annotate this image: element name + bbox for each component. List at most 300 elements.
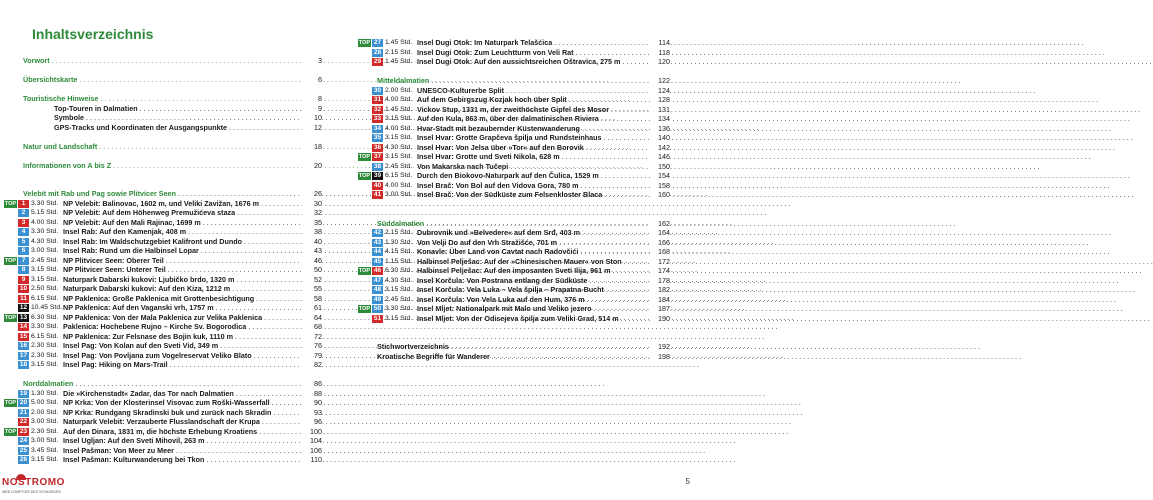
entry-page-number: 93 <box>302 408 322 418</box>
entry-title: Insel Hvar: Von Jelsa über »Tor« auf den Borovik . . . <box>417 143 648 153</box>
entry-title: Stichwortverzeichnis . . . <box>377 342 648 352</box>
toc-entry[interactable] <box>10 75 322 85</box>
entry-page-number: 184 <box>650 295 670 305</box>
tour-number-badge: 36 <box>373 143 382 151</box>
toc-entry-tour-2[interactable] <box>10 208 322 218</box>
toc-entry-tour-37[interactable] <box>358 152 670 162</box>
tour-duration: 6.15 Std. <box>31 332 59 340</box>
tour-duration: 3.30 Std. <box>31 199 59 207</box>
tour-number-badge: 45 <box>373 257 382 265</box>
toc-entry-tour-1[interactable] <box>4 198 322 209</box>
tour-duration: 3.30 Std. <box>31 228 59 235</box>
tour-number-badge: 8 <box>18 266 29 274</box>
tour-number-badge: 33 <box>373 115 382 122</box>
entry-page-number: 168 <box>650 247 670 257</box>
entry-title: Von Velji Do auf den Vrh Stražišće, 701 m . . . <box>417 238 648 248</box>
toc-entry-tour-12[interactable] <box>10 303 322 313</box>
entry-page-number: 192 <box>650 342 670 352</box>
entry-page-number: 164 <box>650 228 670 238</box>
entry-page-number: 134 <box>650 114 670 124</box>
toc-entry[interactable] <box>10 94 322 104</box>
tour-duration: 1.45 Std. <box>385 58 413 65</box>
entry-page-number: 9 <box>302 104 322 114</box>
toc-entry-tour-31[interactable] <box>364 95 670 105</box>
tour-duration: 3.15 Std. <box>31 275 59 283</box>
tour-duration: 2.00 Std. <box>385 86 413 94</box>
toc-entry-tour-41[interactable] <box>364 190 670 200</box>
tour-duration: 3.15 Std. <box>385 134 413 141</box>
entry-page-number: 198 <box>650 352 670 362</box>
entry-title: Halbinsel Pelješac: Auf den imposanten Sveti Ilija, 961 m . . . <box>417 266 648 276</box>
toc-entry-tour-26[interactable] <box>10 455 322 465</box>
entry-title: Durch den Biokovo-Naturpark auf den Čulica, 1529 m . . . <box>417 171 648 181</box>
entry-page-number: 55 <box>302 284 322 294</box>
entry-title: Insel Brač: Von Bol auf den Vidova Gora, 780 m . . . <box>417 181 648 191</box>
entry-page-number: 182 <box>650 285 670 295</box>
tour-number-badge: 22 <box>19 418 28 425</box>
tour-number-badge: 48 <box>373 286 382 293</box>
tour-number-badge: 15 <box>19 332 28 340</box>
tour-number-badge: 31 <box>373 96 382 103</box>
tour-duration: 6.15 Std. <box>385 172 413 179</box>
top-tour-badge: TOP <box>4 428 17 435</box>
entry-page-number: 3 <box>302 56 322 66</box>
entry-page-number: 128 <box>650 95 670 105</box>
entry-title: NP Velebit: Auf dem Höhenweg Premužićeva staza . . . <box>63 208 300 218</box>
entry-title: Symbole . . . <box>54 113 300 123</box>
tour-duration: 4.00 Std. <box>385 96 413 103</box>
tour-duration: 2.00 Std. <box>31 408 59 416</box>
tour-duration: 2.50 Std. <box>31 285 59 292</box>
tour-duration: 3.15 Std. <box>385 314 413 322</box>
tour-number-badge: 19 <box>19 389 28 397</box>
tour-duration: 6.15 Std. <box>31 294 59 302</box>
entry-title: Norddalmatien . . . <box>23 379 300 389</box>
top-tour-badge: TOP <box>358 173 371 179</box>
toc-entry-tour-50[interactable] <box>358 304 670 314</box>
tour-duration: 4.00 Std. <box>31 218 59 226</box>
toc-entry-tour-40[interactable] <box>364 181 670 191</box>
toc-entry[interactable] <box>10 56 322 66</box>
toc-entry-tour-20[interactable] <box>4 398 322 408</box>
tour-duration: 2.15 Std. <box>385 48 413 56</box>
top-tour-badge: TOP <box>4 314 17 321</box>
tour-number-badge: 25 <box>19 446 28 454</box>
toc-entry-tour-18[interactable] <box>10 360 322 370</box>
entry-title: Insel Pašman: Kulturwanderung bei Tkon . . . <box>63 455 300 465</box>
toc-entry-tour-24[interactable] <box>10 436 322 446</box>
toc-entry[interactable] <box>364 352 670 362</box>
entry-title: NP Plitvicer Seen: Oberer Teil . . . <box>63 256 300 266</box>
entry-title: GPS-Tracks und Koordinaten der Ausgangspunkte . . . <box>54 123 300 133</box>
entry-page-number: 154 <box>650 171 670 181</box>
entry-title: Natur und Landschaft . . . <box>23 142 300 152</box>
entry-page-number: 114 <box>650 38 670 48</box>
toc-entry[interactable] <box>10 142 322 152</box>
tour-number-badge: 37 <box>373 153 382 160</box>
toc-entry-tour-35[interactable] <box>364 133 670 143</box>
entry-page-number: 131 <box>650 105 670 115</box>
tour-number-badge: 29 <box>373 58 382 65</box>
entry-title: Dubrovnik und »Belvedere« auf dem Srđ, 403 m . . . <box>417 228 648 238</box>
tour-number-badge: 43 <box>373 238 382 246</box>
toc-entry-tour-34[interactable] <box>364 124 670 134</box>
toc-entry-tour-3[interactable] <box>10 218 322 228</box>
publisher-logo <box>2 472 65 494</box>
toc-entry-tour-11[interactable] <box>10 294 322 304</box>
tour-duration: 3.00 Std. <box>31 247 59 254</box>
toc-entry-tour-29[interactable] <box>364 57 670 67</box>
entry-title: NP Velebit: Auf den Mali Rajinac, 1699 m . . . <box>63 218 300 228</box>
entry-title: Vorwort . . . <box>23 56 300 66</box>
tour-number-badge: 51 <box>373 314 382 322</box>
entry-page-number: 68 <box>302 322 322 332</box>
toc-entry-tour-32[interactable] <box>364 105 670 115</box>
toc-entry-tour-15[interactable] <box>10 332 322 342</box>
entry-page-number: 178 <box>650 276 670 286</box>
toc-entry-tour-14[interactable] <box>10 322 322 332</box>
entry-title: Insel Mljet: Von der Odisejeva špilja zum Veliki Grad, 514 m . . . <box>417 314 648 324</box>
entry-title: NP Krka: Rundgang Skradinski buk und zurück nach Skradin . . . <box>63 408 300 418</box>
toc-entry[interactable] <box>364 342 670 352</box>
tour-duration: 4.30 Std. <box>31 237 59 245</box>
entry-page-number: 61 <box>302 303 322 313</box>
entry-title: Naturpark Velebit: Verzauberte Flusslandschaft der Krupa . . . <box>63 417 300 427</box>
tour-duration: 3.00 Std. <box>31 437 59 444</box>
tour-duration: 10.45 Std. <box>31 304 62 311</box>
toc-entry-tour-44[interactable] <box>364 247 670 257</box>
toc-entry-tour-10[interactable] <box>10 284 322 294</box>
entry-title: Insel Brač: Von der Südküste zum Felsenkloster Blaca . . . <box>417 190 648 200</box>
toc-entry-tour-5[interactable] <box>10 237 322 247</box>
toc-entry-tour-36[interactable] <box>364 143 670 153</box>
entry-page-number: 18 <box>302 142 322 152</box>
entry-title: Von Makarska nach Tučepi . . . <box>417 162 648 172</box>
entry-page-number: 124 <box>650 86 670 96</box>
entry-page-number: 162 <box>650 219 670 229</box>
toc-entry-tour-6[interactable] <box>10 246 322 256</box>
tour-number-badge: 46 <box>373 267 382 274</box>
toc-entry-tour-13[interactable] <box>4 312 322 323</box>
tour-number-badge: 27 <box>373 39 382 46</box>
entry-page-number: 32 <box>302 208 322 218</box>
entry-page-number: 90 <box>302 398 322 408</box>
tour-duration: 4.00 Std. <box>385 181 413 189</box>
toc-entry-tour-42[interactable] <box>364 228 670 238</box>
tour-duration: 3.00 Std. <box>31 418 59 425</box>
tour-duration: 3.15 Std. <box>31 266 59 273</box>
entry-page-number: 38 <box>302 227 322 237</box>
tour-number-badge: 10 <box>19 285 28 292</box>
entry-page-number: 10 <box>302 113 322 123</box>
entry-page-number: 96 <box>302 417 322 427</box>
tour-number-badge: 1 <box>18 200 29 208</box>
toc-entry-tour-47[interactable] <box>364 276 670 286</box>
toc-entry-tour-8[interactable] <box>10 265 322 275</box>
toc-entry-tour-19[interactable] <box>10 389 322 399</box>
toc-entry-tour-16[interactable] <box>10 341 322 351</box>
toc-entry-tour-21[interactable] <box>10 408 322 418</box>
toc-entry-tour-43[interactable] <box>364 238 670 248</box>
entry-title: Halbinsel Pelješac: Auf der »Chinesischen Mauer« von Ston . . . <box>417 257 648 267</box>
entry-page-number: 86 <box>302 379 322 389</box>
entry-title: NP Plitvicer Seen: Unterer Teil . . . <box>63 265 300 275</box>
tour-number-badge: 26 <box>19 456 28 463</box>
tour-number-badge: 18 <box>19 361 28 368</box>
tour-duration: 3.15 Std. <box>385 286 413 293</box>
logo-name: NOSTROMO <box>2 477 65 488</box>
toc-entry[interactable] <box>10 104 322 114</box>
entry-title: Vickov Stup, 1331 m, der zweithöchste Gipfel des Mosor . . . <box>417 105 648 115</box>
toc-entry[interactable] <box>10 189 322 199</box>
toc-entry-tour-30[interactable] <box>364 86 670 96</box>
tour-number-badge: 49 <box>373 295 382 303</box>
tour-duration: 3.15 Std. <box>385 153 413 160</box>
tour-duration: 3.00 Std. <box>385 191 413 198</box>
toc-entry[interactable] <box>364 76 670 86</box>
tour-duration: 6.30 Std. <box>385 267 413 274</box>
entry-title: Informationen von A bis Z . . . <box>23 161 300 171</box>
tour-duration: 3.15 Std. <box>31 456 59 463</box>
entry-title: Insel Ugljan: Auf den Sveti Mihovil, 263 m . . . <box>63 436 300 446</box>
toc-entry[interactable] <box>10 379 322 389</box>
tour-duration: 3.15 Std. <box>385 115 413 122</box>
tour-number-badge: 9 <box>18 276 29 284</box>
logo-subtitle: WEB COMPTOIR DES VOYAGEURS <box>2 490 61 494</box>
page-title: Inhaltsverzeichnis <box>32 26 154 42</box>
toc-entry-tour-33[interactable] <box>364 114 670 124</box>
entry-title: Naturpark Dabarski kukovi: Ljubičko brdo, 1320 m . . . <box>63 275 300 285</box>
tour-number-badge: 47 <box>373 276 382 284</box>
entry-title: Konavle: Über Land von Cavtat nach Radovčići . . . <box>417 247 648 257</box>
tour-duration: 1.45 Std. <box>385 105 413 113</box>
tour-duration: 4.30 Std. <box>385 143 413 151</box>
entry-title: NP Velebit: Balinovac, 1602 m, und Veliki Zavižan, 1676 m . . . <box>63 199 300 209</box>
toc-entry[interactable] <box>364 219 670 229</box>
tour-duration: 1.30 Std. <box>385 238 413 246</box>
tour-number-badge: 3 <box>18 219 29 227</box>
tour-duration: 5.15 Std. <box>31 209 59 216</box>
tour-number-badge: 35 <box>373 134 382 141</box>
entry-title: Insel Rab: Rund um die Halbinsel Lopar . . . <box>63 246 300 256</box>
entry-page-number: 40 <box>302 237 322 247</box>
tour-number-badge: 41 <box>373 191 382 198</box>
tour-duration: 2.45 Std. <box>31 256 59 264</box>
entry-title: Hvar-Stadt mit bezaubernder Küstenwanderung . . . <box>417 124 648 134</box>
toc-entry-tour-46[interactable] <box>358 266 670 276</box>
entry-title: Die »Kirchenstadt« Zadar, das Tor nach Dalmatien . . . <box>63 389 300 399</box>
tour-duration: 2.30 Std. <box>31 427 59 435</box>
tour-number-badge: 21 <box>19 408 28 416</box>
entry-page-number: 104 <box>302 436 322 446</box>
entry-title: Touristische Hinweise . . . <box>23 94 300 104</box>
tour-number-badge: 32 <box>373 105 382 113</box>
entry-title: Insel Pag: Hiking on Mars-Trail . . . <box>63 360 300 370</box>
tour-duration: 2.30 Std. <box>31 342 59 349</box>
toc-entry-tour-51[interactable] <box>364 314 670 324</box>
toc-entry-tour-48[interactable] <box>364 285 670 295</box>
entry-page-number: 122 <box>650 76 670 86</box>
tour-duration: 2.30 Std. <box>31 351 59 359</box>
entry-page-number: 12 <box>302 123 322 133</box>
entry-title: NP Paklenica: Große Paklenica mit Grottenbesichtigung . . . <box>63 294 300 304</box>
entry-title: Insel Rab: Auf den Kamenjak, 408 m . . . <box>63 227 300 237</box>
toc-entry[interactable] <box>10 113 322 123</box>
toc-entry-tour-17[interactable] <box>10 351 322 361</box>
entry-title: Velebit mit Rab und Pag sowie Plitvicer Seen . . . <box>23 189 300 199</box>
tour-number-badge: 34 <box>373 124 382 132</box>
entry-page-number: 26 <box>302 189 322 199</box>
entry-page-number: 100 <box>302 427 322 437</box>
top-tour-badge: TOP <box>358 268 371 274</box>
entry-title: Süddalmatien . . . <box>377 219 648 229</box>
entry-title: Top-Touren in Dalmatien . . . <box>54 104 300 114</box>
tour-duration: 4.00 Std. <box>385 124 413 132</box>
top-tour-badge: TOP <box>358 40 371 46</box>
entry-page-number: 20 <box>302 161 322 171</box>
tour-duration: 4.15 Std. <box>385 248 413 255</box>
entry-page-number: 110 <box>302 455 322 465</box>
tour-number-badge: 7 <box>18 257 29 265</box>
toc-entry-tour-22[interactable] <box>10 417 322 427</box>
tour-number-badge: 4 <box>18 228 29 236</box>
entry-page-number: 166 <box>650 238 670 248</box>
entry-page-number: 43 <box>302 246 322 256</box>
entry-page-number: 187 <box>650 304 670 314</box>
tour-duration: 4.30 Std. <box>385 276 413 284</box>
tour-number-badge: 13 <box>19 313 28 321</box>
top-tour-badge: TOP <box>358 306 371 312</box>
entry-title: NP Paklenica: Zur Felsnase des Bojin kuk, 1110 m . . . <box>63 332 300 342</box>
entry-page-number: 174 <box>650 266 670 276</box>
top-tour-badge: TOP <box>358 154 371 160</box>
tour-duration: 2.45 Std. <box>385 295 413 303</box>
entry-title: Mitteldalmatien . . . <box>377 76 648 86</box>
tour-duration: 1.45 Std. <box>385 39 413 46</box>
top-tour-badge: TOP <box>4 400 17 406</box>
entry-title: Auf den Dinara, 1831 m, die höchste Erhebung Kroatiens . . . <box>63 427 300 437</box>
tour-number-badge: 50 <box>373 305 382 312</box>
tour-duration: 3.30 Std. <box>31 323 59 330</box>
entry-title: Auf dem Gebirgszug Kozjak hoch über Split . . . <box>417 95 648 105</box>
tour-number-badge: 14 <box>19 323 28 330</box>
entry-page-number: 136 <box>650 124 670 134</box>
toc-entry-tour-45[interactable] <box>364 257 670 267</box>
tour-number-badge: 24 <box>19 437 28 444</box>
entry-title: Paklenica: Hochebene Rujno – Kirche Sv. Bogorodica . . . <box>63 322 300 332</box>
tour-number-badge: 17 <box>19 351 28 359</box>
entry-title: Insel Pašman: Von Meer zu Meer . . . <box>63 446 300 456</box>
toc-entry-tour-39[interactable] <box>358 171 670 181</box>
entry-page-number: 50 <box>302 265 322 275</box>
entry-title: Insel Dugi Otok: Im Naturpark Telašćica . . . <box>417 38 648 48</box>
entry-title: Insel Korčula: Vela Luka – Vela špilja – Prapatna-Bucht . . . <box>417 285 648 295</box>
entry-title: Übersichtskarte . . . <box>23 75 300 85</box>
tour-number-badge: 39 <box>373 172 382 179</box>
toc-entry-tour-9[interactable] <box>10 275 322 285</box>
top-tour-badge: TOP <box>4 257 17 264</box>
entry-title: Insel Pag: Von Kolan auf den Sveti Vid, 349 m . . . <box>63 341 300 351</box>
toc-entry-tour-27[interactable] <box>358 38 670 48</box>
entry-page-number: 58 <box>302 294 322 304</box>
entry-page-number: 35 <box>302 218 322 228</box>
toc-entry-tour-28[interactable] <box>364 48 670 58</box>
entry-title: NP Krka: Von der Klosterinsel Visovac zum Roški-Wasserfall . . . <box>63 398 300 408</box>
tour-duration: 1.15 Std. <box>385 257 413 265</box>
toc-entry[interactable] <box>10 123 322 133</box>
toc-entry[interactable] <box>10 161 322 171</box>
toc-entry-tour-38[interactable] <box>364 162 670 172</box>
tour-number-badge: 28 <box>373 48 382 56</box>
entry-page-number: 146 <box>650 152 670 162</box>
tour-number-badge: 30 <box>373 86 382 94</box>
page-number: 5 <box>685 477 690 486</box>
top-tour-badge: TOP <box>4 200 17 207</box>
entry-page-number: 72 <box>302 332 322 342</box>
entry-page-number: 142 <box>650 143 670 153</box>
tour-duration: 2.15 Std. <box>385 229 413 236</box>
entry-page-number: 118 <box>650 48 670 58</box>
toc-entry-tour-23[interactable] <box>4 426 322 437</box>
entry-title: Insel Rab: Im Waldschutzgebiet Kalifront und Dundo . . . <box>63 237 300 247</box>
toc-entry-tour-7[interactable] <box>4 255 322 266</box>
entry-title: UNESCO-Kulturerbe Split . . . <box>417 86 648 96</box>
tour-number-badge: 16 <box>19 342 28 349</box>
entry-title: Insel Korčula: Von Vela Luka auf den Hum, 376 m . . . <box>417 295 648 305</box>
tour-duration: 5.00 Std. <box>31 399 59 406</box>
entry-title: Naturpark Dabarski kukovi: Auf den Kiza, 1212 m . . . <box>63 284 300 294</box>
entry-page-number: 120 <box>650 57 670 67</box>
entry-title: Insel Pag: Von Povljana zum Vogelreservat Veliko Blato . . . <box>63 351 300 361</box>
tour-number-badge: 20 <box>19 399 28 406</box>
entry-title: Insel Dugi Otok: Auf den aussichtsreichen Oštravica, 275 m . . . <box>417 57 648 67</box>
entry-title: Auf den Kula, 863 m, über der dalmatinischen Riviera . . . <box>417 114 648 124</box>
tour-number-badge: 38 <box>373 162 382 170</box>
entry-page-number: 140 <box>650 133 670 143</box>
tour-duration: 3.15 Std. <box>31 361 59 368</box>
entry-page-number: 172 <box>650 257 670 267</box>
entry-page-number: 30 <box>302 199 322 209</box>
entry-page-number: 6 <box>302 75 322 85</box>
entry-page-number: 52 <box>302 275 322 285</box>
toc-entry-tour-4[interactable] <box>10 227 322 237</box>
tour-number-badge: 12 <box>19 304 28 311</box>
toc-entry-tour-25[interactable] <box>10 446 322 456</box>
entry-title: Kroatische Begriffe für Wanderer . . . <box>377 352 648 362</box>
entry-page-number: 106 <box>302 446 322 456</box>
tour-number-badge: 40 <box>373 181 382 189</box>
tour-duration: 2.45 Std. <box>385 162 413 170</box>
tour-number-badge: 42 <box>373 229 382 236</box>
entry-page-number: 8 <box>302 94 322 104</box>
entry-title: Insel Korčula: Von Postrana entlang der Südküste . . . <box>417 276 648 286</box>
tour-number-badge: 6 <box>18 247 29 255</box>
toc-entry-tour-49[interactable] <box>364 295 670 305</box>
entry-title: Insel Mljet: Nationalpark mit Malo und Veliko jezero . . . <box>417 304 648 314</box>
entry-title: Insel Hvar: Grotte Grapčeva špilja und Rundsteinhaus . . . <box>417 133 648 143</box>
entry-page-number: 79 <box>302 351 322 361</box>
tour-number-badge: 11 <box>18 295 29 303</box>
entry-page-number: 158 <box>650 181 670 191</box>
tour-number-badge: 5 <box>18 238 29 246</box>
tour-number-badge: 23 <box>19 427 28 435</box>
tour-duration: 6.30 Std. <box>31 313 59 321</box>
tour-number-badge: 44 <box>373 248 382 255</box>
tour-number-badge: 2 <box>18 209 29 217</box>
entry-title: NP Paklenica: Auf den Vaganski vrh, 1757 m . . . <box>63 303 300 313</box>
entry-title: NP Paklenica: Von der Mala Paklenica zur Velika Paklenica . . . <box>63 313 300 323</box>
entry-title: Insel Dugi Otok: Zum Leuchtturm von Veli Rat . . . <box>417 48 648 58</box>
